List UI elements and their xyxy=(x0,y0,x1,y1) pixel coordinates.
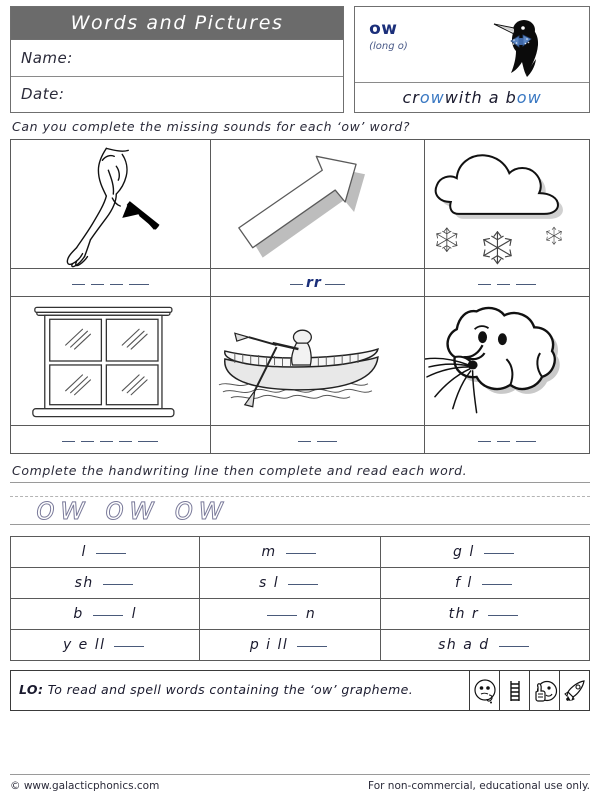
lo-prefix-label: LO: xyxy=(19,682,44,698)
thumbs-up-face-icon[interactable] xyxy=(530,671,560,711)
answer-line-row[interactable] xyxy=(210,426,425,454)
picture-section-instruction: Can you complete the missing sounds for each ‘ow’ word? xyxy=(12,119,411,134)
table-row xyxy=(11,537,590,568)
answer-row xyxy=(11,269,590,297)
four-pane-window-image xyxy=(11,297,210,425)
page-title: Words and Pictures xyxy=(11,7,343,40)
word-prefix: b xyxy=(73,606,84,622)
grapheme-box xyxy=(354,6,590,113)
arrow-pointing-up-right-image xyxy=(211,140,425,268)
word-cell[interactable] xyxy=(11,537,200,568)
word-prefix: s l xyxy=(259,575,280,591)
word-suffix: n xyxy=(305,606,317,622)
word-suffix: l xyxy=(131,606,138,622)
word-cell[interactable] xyxy=(380,630,589,661)
table-row xyxy=(11,568,590,599)
crow-with-bow-tie-image xyxy=(481,9,555,87)
word-prefix: g l xyxy=(453,544,475,560)
cloud-with-snowflakes-image xyxy=(425,140,589,268)
lo-description: To read and spell words containing the ‘ow’ grapheme. xyxy=(47,682,414,698)
picture-grid xyxy=(10,139,590,454)
word-cell[interactable] xyxy=(200,630,380,661)
handwriting-practice-line[interactable] xyxy=(10,482,590,526)
word-cell[interactable] xyxy=(11,599,200,630)
word-cell[interactable] xyxy=(200,599,380,630)
footer-copyright[interactable]: © www.galacticphonics.com xyxy=(10,780,160,792)
picture-row xyxy=(11,297,590,426)
word-cell[interactable] xyxy=(11,568,200,599)
table-row xyxy=(11,630,590,661)
grapheme-sound-text: (long o) xyxy=(369,41,408,52)
handwriting-top-rule xyxy=(10,482,590,483)
word-prefix: th r xyxy=(448,606,480,622)
word-prefix: l xyxy=(81,544,87,560)
page-footer xyxy=(10,774,590,792)
arm-with-arrow-to-elbow-image xyxy=(11,140,210,268)
name-field-row[interactable] xyxy=(11,40,343,76)
answer-line-blow[interactable] xyxy=(425,426,590,454)
mnemonic-part-1: cr xyxy=(402,88,420,107)
rocket-icon[interactable] xyxy=(560,671,590,711)
answer-line-snow[interactable] xyxy=(425,269,590,297)
cloud-face-blowing-wind-image xyxy=(425,297,589,425)
date-label: Date: xyxy=(21,85,65,104)
title-and-fields-box xyxy=(10,6,344,113)
picture-row xyxy=(11,140,590,269)
person-rowing-boat-image xyxy=(211,297,425,425)
grapheme-text: ow xyxy=(369,19,398,39)
word-cell[interactable] xyxy=(11,630,200,661)
handwriting-tracing-letters: ow ow ow xyxy=(36,491,229,527)
word-cell[interactable] xyxy=(380,568,589,599)
word-prefix: y e ll xyxy=(62,637,106,653)
table-row xyxy=(11,599,590,630)
grapheme-top xyxy=(355,7,589,82)
word-prefix: sh xyxy=(74,575,94,591)
learning-objective-text xyxy=(11,671,470,711)
word-cell[interactable] xyxy=(380,537,589,568)
word-cell[interactable] xyxy=(200,537,380,568)
answer-line-elbow[interactable] xyxy=(11,269,211,297)
header xyxy=(10,6,590,113)
mnemonic-part-4: ow xyxy=(516,88,542,107)
mnemonic-part-3: with a b xyxy=(444,88,517,107)
learning-objective-box xyxy=(10,670,590,711)
handwriting-instruction: Complete the handwriting line then complete and read each word. xyxy=(12,463,468,478)
answer-given-letters: rr xyxy=(306,274,322,291)
date-field-row[interactable] xyxy=(11,76,343,113)
word-building-table xyxy=(10,536,590,661)
word-prefix: f l xyxy=(454,575,473,591)
name-label: Name: xyxy=(21,48,73,67)
mnemonic-part-2: ow xyxy=(419,88,445,107)
answer-line-window[interactable] xyxy=(11,426,211,454)
ladder-icon[interactable] xyxy=(500,671,530,711)
word-prefix: m xyxy=(261,544,277,560)
word-prefix: p i ll xyxy=(249,637,289,653)
thinking-face-icon[interactable] xyxy=(470,671,500,711)
answer-line-arrow[interactable] xyxy=(210,269,425,297)
grapheme-label-group xyxy=(355,7,408,82)
answer-row xyxy=(11,426,590,454)
word-prefix: sh a d xyxy=(438,637,490,653)
footer-usage-note: For non-commercial, educational use only. xyxy=(368,780,590,792)
word-cell[interactable] xyxy=(200,568,380,599)
word-cell[interactable] xyxy=(380,599,589,630)
table-row xyxy=(11,671,590,711)
